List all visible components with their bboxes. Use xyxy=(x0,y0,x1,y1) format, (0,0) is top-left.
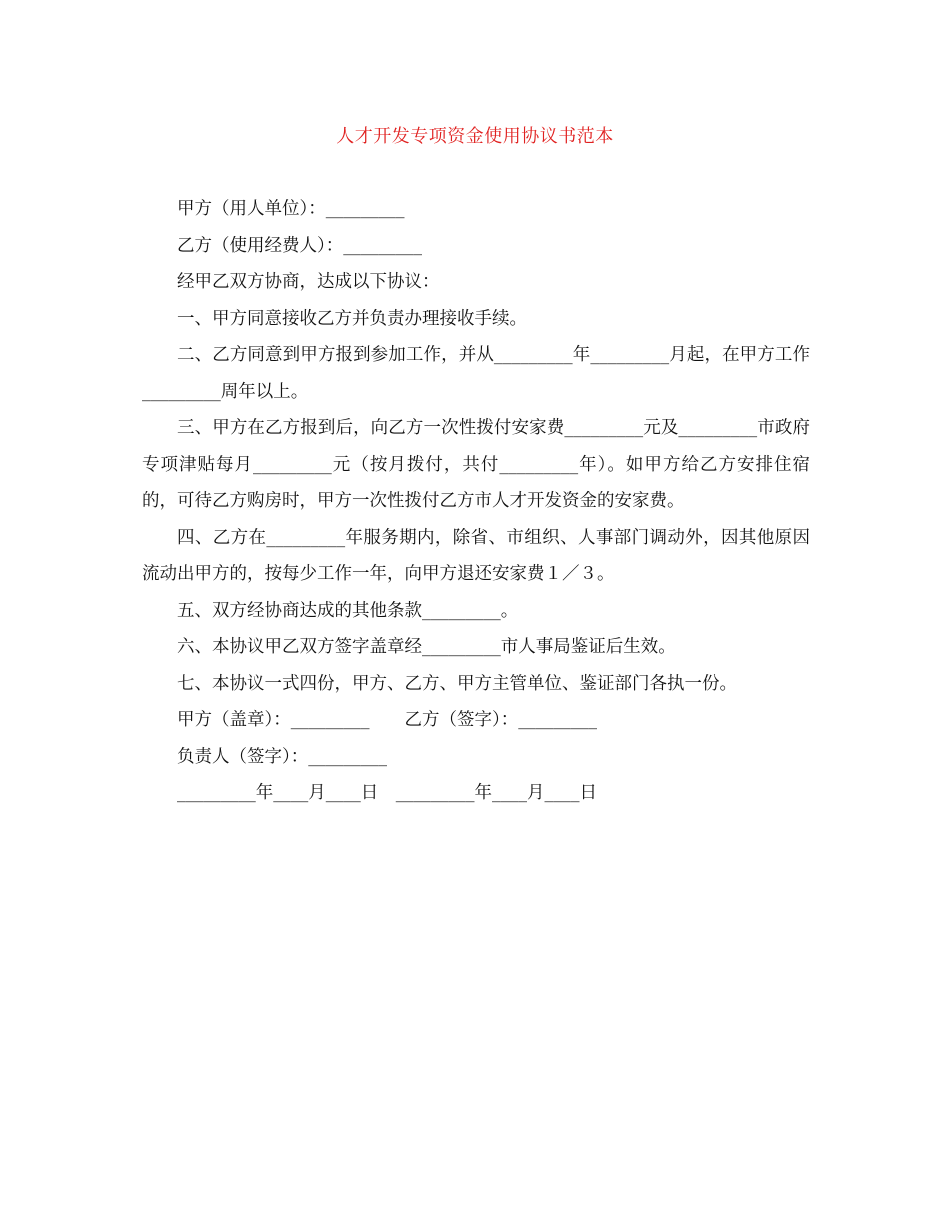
clause-6: 六、本协议甲乙双方签字盖章经_________市人事局鉴证后生效。 xyxy=(177,637,676,657)
party-a-line: 甲方（用人单位）：_________ xyxy=(177,199,405,219)
clause-7: 七、本协议一式四份，甲方、乙方、甲方主管单位、鉴证部门各执一份。 xyxy=(177,673,737,694)
document-title: 人才开发专项资金使用协议书范本 xyxy=(336,126,614,147)
clause-1: 一、甲方同意接收乙方并负责办理接收手续。 xyxy=(177,308,527,329)
clause-4: 四、乙方在_________年服务期内，除省、市组织、人事部门调动外，因其他原因流动出甲方的，按每少工作一年，向甲方退还安家费１／３。 xyxy=(142,527,810,584)
date-line: _________年____月____日 _________年____月____日 xyxy=(177,783,597,803)
signature-line: 甲方（盖章）：_________ 乙方（签字）：_________ xyxy=(177,710,597,730)
clause-2: 二、乙方同意到甲方报到参加工作，并从_________年_________月起，在甲方工作_________周年以上。 xyxy=(142,345,810,402)
responsible-person-line: 负责人（签字）：_________ xyxy=(177,746,387,767)
party-b-line: 乙方（使用经费人）：_________ xyxy=(177,235,422,256)
clause-5: 五、双方经协商达成的其他条款_________。 xyxy=(177,600,519,621)
clause-3: 三、甲方在乙方报到后，向乙方一次性拨付安家费_________元及_________市政府专项津贴每月_________元（按月拨付，共付_________年）。如甲方给乙方安排住宿的，可待乙方购房时，甲方一次性拨付乙方市人才开发资金的安家费。 xyxy=(142,418,810,511)
document-body xyxy=(142,191,810,812)
agreement-intro: 经甲乙双方协商，达成以下协议： xyxy=(177,272,440,292)
